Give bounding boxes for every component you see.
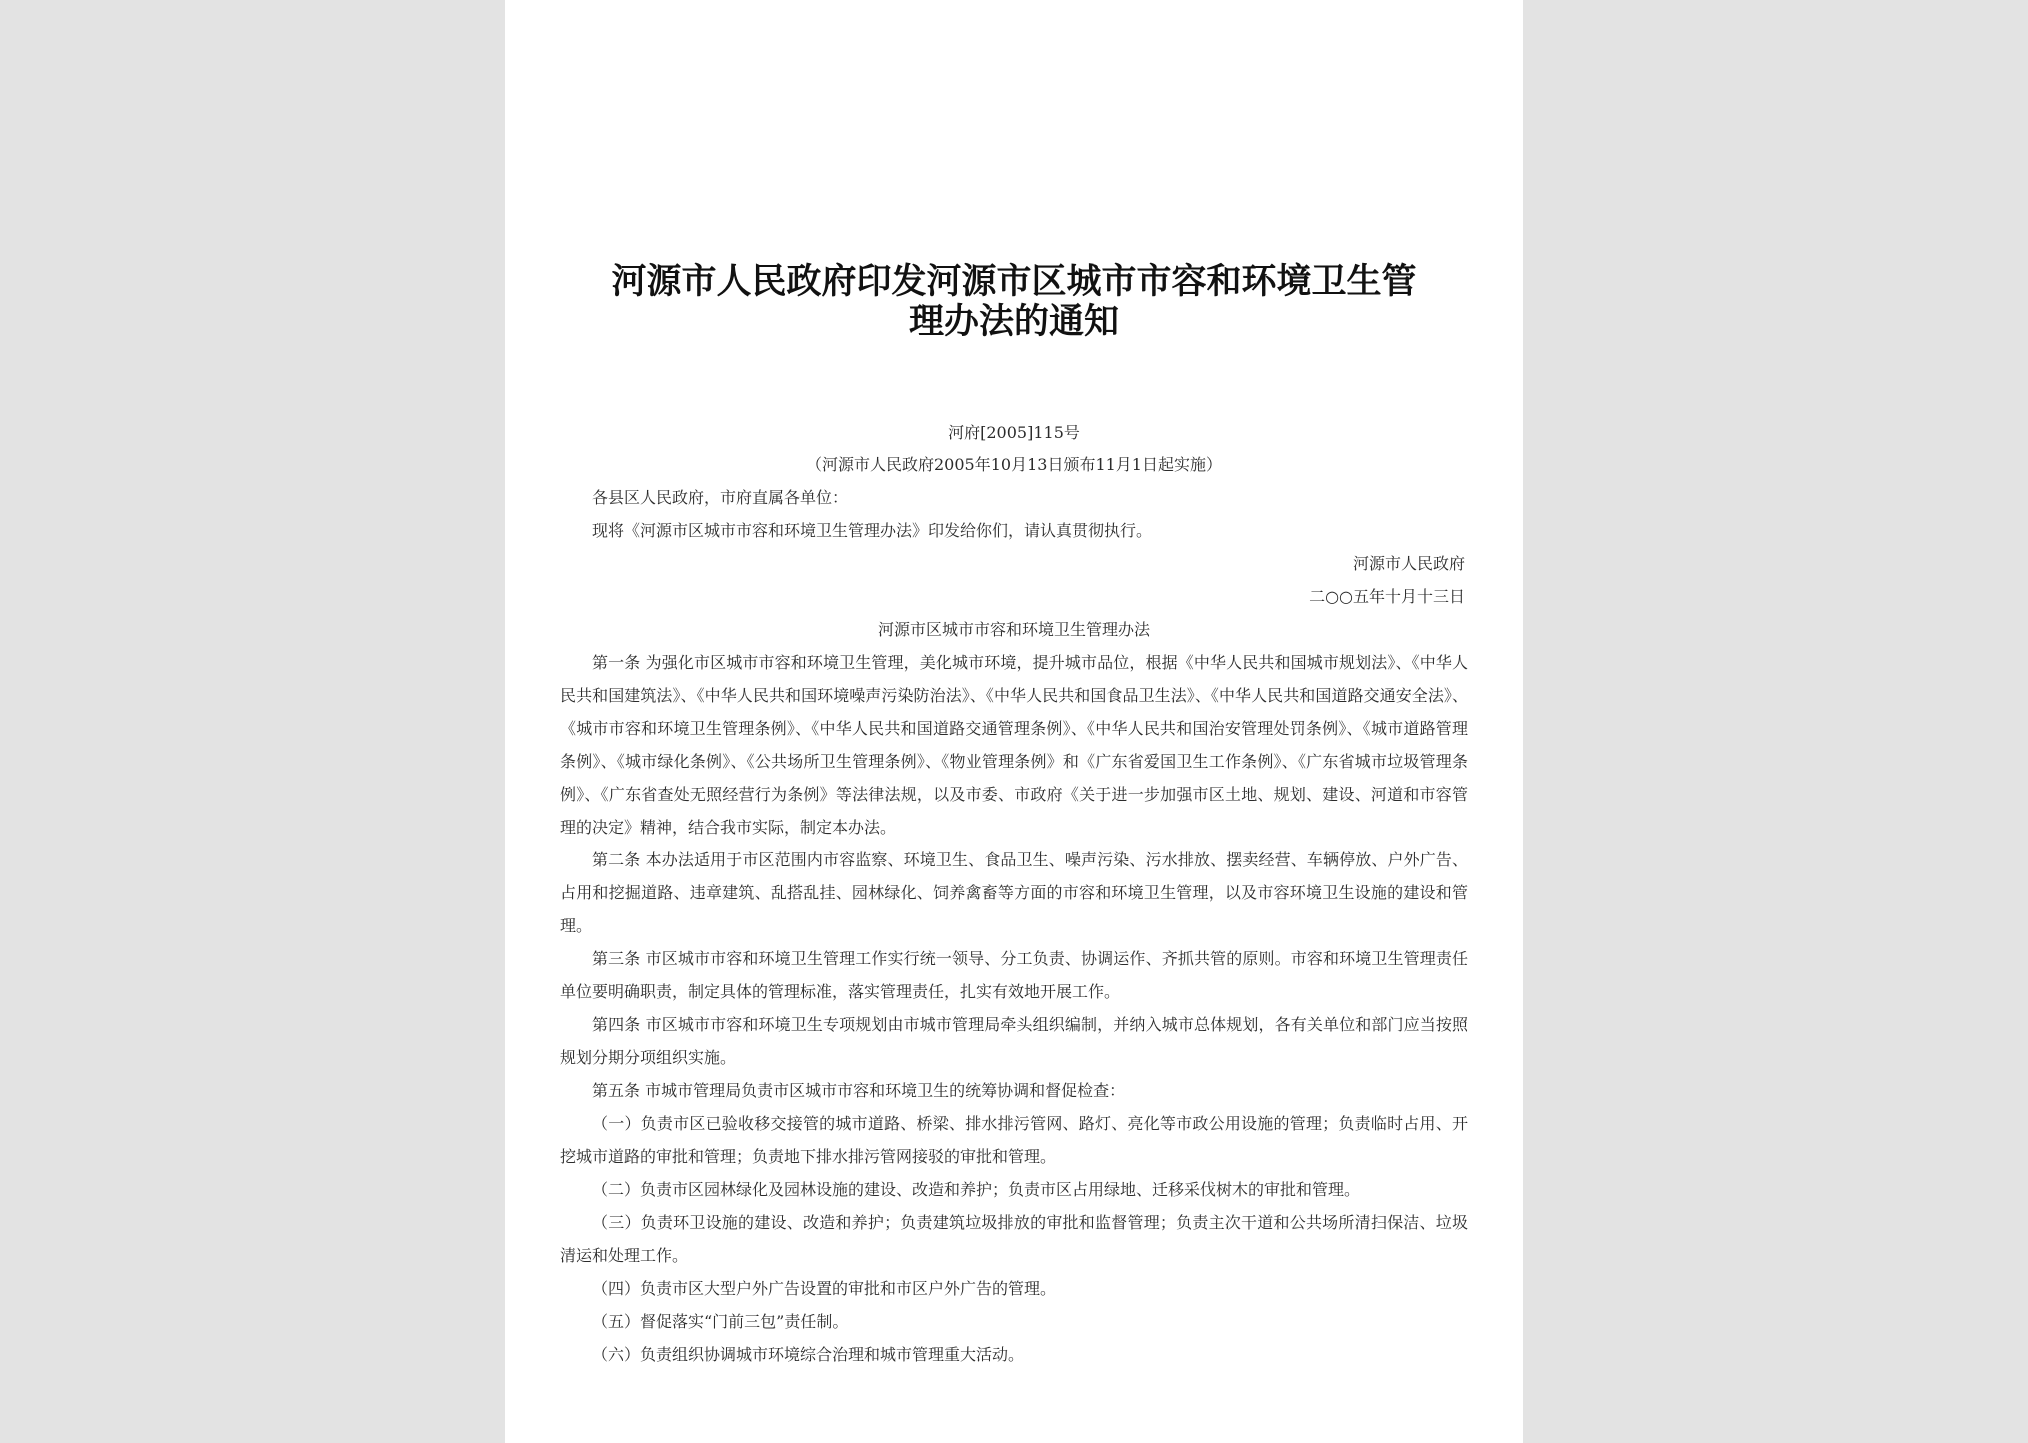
document-title-line-2: 理办法的通知 — [908, 301, 1119, 342]
intro-paragraph: 现将《河源市区城市市容和环境卫生管理办法》印发给你们，请认真贯彻执行。 — [592, 521, 1153, 540]
effective-date-note: （河源市人民政府2005年10月13日颁布11月1日起实施） — [806, 455, 1222, 474]
regulation-title: 河源市区城市市容和环境卫生管理办法 — [877, 620, 1150, 639]
addressee-line: 各县区人民政府，市府直属各单位： — [592, 488, 849, 507]
article-5-item-4: （四）负责市区大型户外广告设置的审批和市区户外广告的管理。 — [592, 1279, 1057, 1298]
article-5-item-2: （二）负责市区园林绿化及园林设施的建设、改造和养护；负责市区占用绿地、迁移采伐树木的审批和管理。 — [592, 1180, 1361, 1199]
issuing-authority: 河源市人民政府 — [1352, 554, 1465, 573]
article-5-item-3: （三）负责环卫设施的建设、改造和养护；负责建筑垃圾排放的审批和监督管理；负责主次干道和公共场所清扫保洁、垃圾清运和处理工作。 — [560, 1213, 1468, 1265]
article-5: 第五条 市城市管理局负责市区城市市容和环境卫生的统筹协调和督促检查： — [592, 1081, 1126, 1100]
document-number: 河府[2005]115号 — [948, 423, 1080, 442]
document-page — [505, 0, 1523, 1443]
article-2: 第二条 本办法适用于市区范围内市容监察、环境卫生、食品卫生、噪声污染、污水排放、摆卖经营、车辆停放、户外广告、占用和挖掘道路、违章建筑、乱搭乱挂、园林绿化、饲养禽畜等方面的市容和环境卫生管理，以及市容环境卫生设施的建设和管理。 — [560, 850, 1468, 935]
article-1: 第一条 为强化市区城市市容和环境卫生管理，美化城市环境，提升城市品位，根据《中华人民共和国城市规划法》、《中华人民共和国建筑法》、《中华人民共和国环境噪声污染防治法》、《中华人民共和国食品卫生法》、《中华人民共和国道路交通安全法》、《城市市容和环境卫生管理条例》、《中华人民共和国道路交通管理条例》、《中华人民共和国治安管理处罚条例》、《城市道路管理条例》、《城市绿化条例》、《公共场所卫生管理条例》、《物业管理条例》和《广东省爱国卫生工作条例》、《广东省城市垃圾管理条例》、《广东省查处无照经营行为条例》等法律法规，以及市委、市政府《关于进一步加强市区土地、规划、建设、河道和市容管理的决定》精神，结合我市实际，制定本办法。 — [560, 653, 1468, 837]
article-5-item-1: （一）负责市区已验收移交接管的城市道路、桥梁、排水排污管网、路灯、亮化等市政公用设施的管理；负责临时占用、开挖城市道路的审批和管理；负责地下排水排污管网接驳的审批和管理。 — [560, 1114, 1468, 1166]
issue-date: 二○○五年十月十三日 — [1309, 587, 1465, 606]
article-3: 第三条 市区城市市容和环境卫生管理工作实行统一领导、分工负责、协调运作、齐抓共管的原则。市容和环境卫生管理责任单位要明确职责，制定具体的管理标准，落实管理责任，扎实有效地开展工作。 — [560, 949, 1468, 1001]
article-5-item-6: （六）负责组织协调城市环境综合治理和城市管理重大活动。 — [592, 1345, 1025, 1364]
document-title-line-1: 河源市人民政府印发河源市区城市市容和环境卫生管 — [611, 261, 1417, 302]
article-4: 第四条 市区城市市容和环境卫生专项规划由市城市管理局牵头组织编制，并纳入城市总体规划，各有关单位和部门应当按照规划分期分项组织实施。 — [560, 1015, 1468, 1067]
article-5-item-5: （五）督促落实“门前三包”责任制。 — [592, 1312, 849, 1331]
